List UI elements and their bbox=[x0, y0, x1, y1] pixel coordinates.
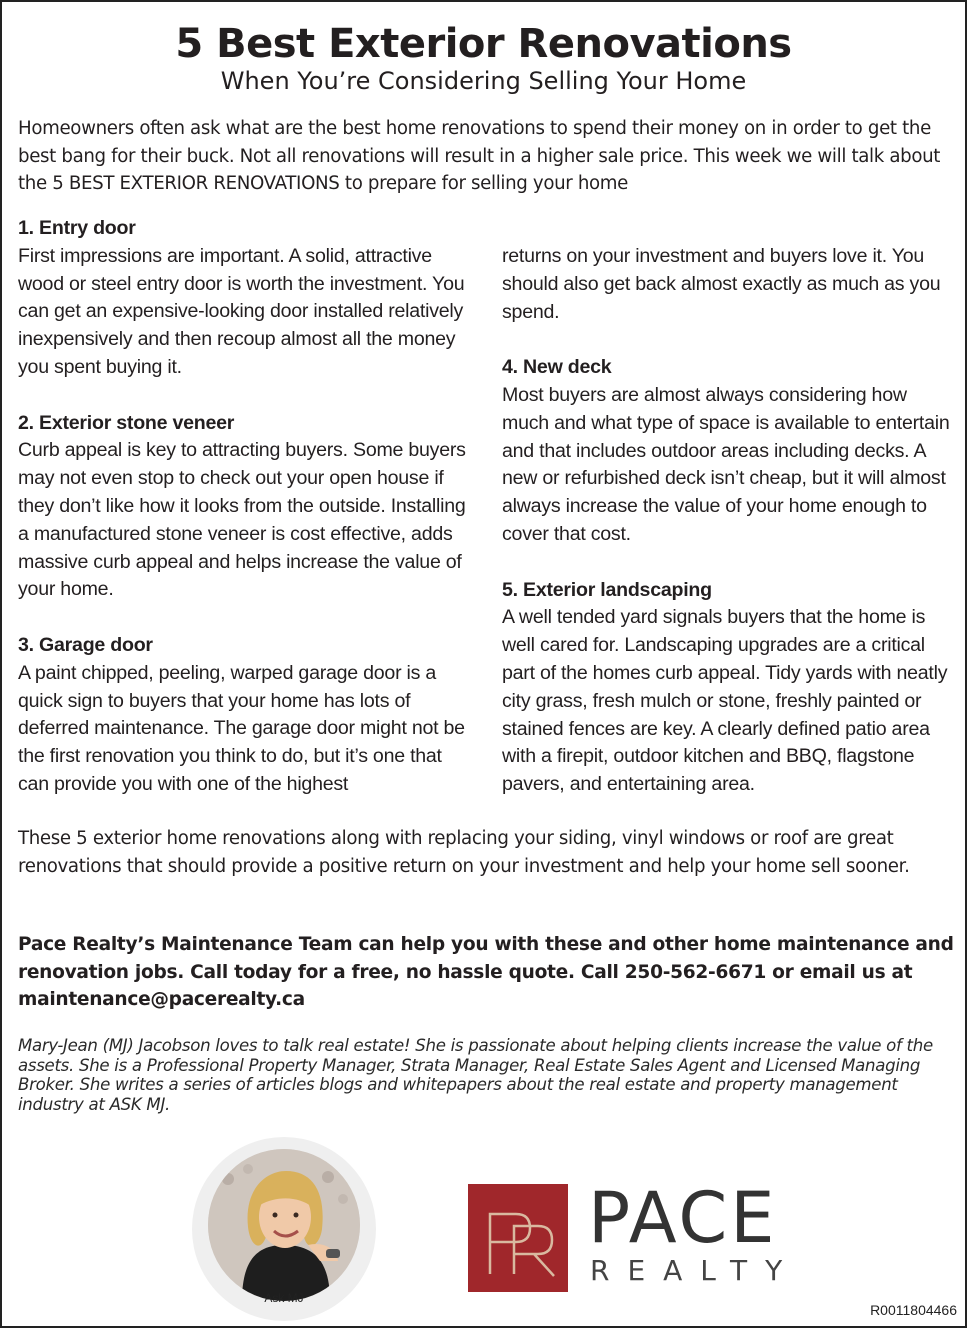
section-heading: 2. Exterior stone veneer bbox=[18, 411, 235, 434]
reference-code: R0011804466 bbox=[870, 1302, 957, 1318]
section-garage-door-continued bbox=[502, 243, 958, 326]
closing-paragraph: These 5 exterior home renovations along with replacing your siding, vinyl windows or roof are great renovations that should provide a positive return on your investment and help your home sell sooner. bbox=[18, 828, 910, 877]
section-heading: 4. New deck bbox=[502, 356, 612, 379]
section-entry-door bbox=[18, 215, 476, 382]
section-body: Curb appeal is key to attracting buyers. Some buyers may not even stop to check out your open house if they don’t like how it looks from the outside. Installing a manufactured stone veneer is cost effective, adds massive curb appeal and helps increase the value of your home. bbox=[18, 439, 466, 601]
logo-wordmark: PACE bbox=[588, 1177, 778, 1259]
call-to-action: Pace Realty’s Maintenance Team can help you with these and other home maintenance and renovation jobs. Call today for a free, no hassle quote. Call 250-562-6671 or email us at maintenance@pacerealty.ca bbox=[18, 934, 954, 1010]
author-bio: Mary-Jean (MJ) Jacobson loves to talk real estate! She is passionate about helping clients increase the value of the assets. She is a Professional Property Manager, Strata Manager, Real Estate Sales Agent and Licensed Managing Broker. She writes a series of articles blogs and whitepapers about the real estate and property management industry at ASK MJ. bbox=[18, 1036, 933, 1114]
section-heading: 3. Garage door bbox=[18, 633, 153, 656]
section-body: A paint chipped, peeling, warped garage door is a quick sign to buyers that your home has lots of deferred maintenance. The garage door might not be the first renovation you think to do, but it’s one that can provide you with one of the highest bbox=[18, 661, 465, 795]
left-column bbox=[18, 215, 476, 827]
section-body: Most buyers are almost always considering how much and what type of space is available to entertain and that includes outdoor areas including decks. A new or refurbished deck isn’t cheap, but it will almost always increase the value of your home enough to cover that cost. bbox=[502, 383, 950, 545]
section-stone-veneer bbox=[18, 410, 476, 605]
section-body: returns on your investment and buyers love it. You should also get back almost exactly as much as you spend. bbox=[502, 245, 941, 323]
section-heading: 1. Entry door bbox=[18, 217, 136, 239]
author-photo bbox=[208, 1149, 360, 1301]
photo-caption: Ask MJ bbox=[264, 1291, 304, 1305]
section-body: A well tended yard signals buyers that the home is well cared for. Landscaping upgrades are a critical part of the homes curb appeal. Tidy yards with neatly city grass, fresh mulch or stone, freshly painted or stained fences are key. A clearly defined patio area with a firepit, outdoor kitchen and BBQ, flagstone pavers, and entertaining area. bbox=[502, 606, 948, 796]
right-column bbox=[502, 243, 958, 827]
section-garage-door bbox=[18, 632, 476, 799]
portrait-illustration bbox=[208, 1149, 360, 1301]
pace-realty-logo-icon bbox=[468, 1184, 568, 1292]
author-photo-badge bbox=[192, 1137, 376, 1321]
logo-tagline: REALTY bbox=[590, 1254, 801, 1287]
intro-paragraph: Homeowners often ask what are the best home renovations to spend their money on in order to get the best bang for their buck. Not all renovations will result in a higher sale price. This week we will talk about the 5 BEST EXTERIOR RENOVATIONS to prepare for selling your home bbox=[18, 118, 941, 195]
section-new-deck bbox=[502, 354, 958, 549]
section-landscaping bbox=[502, 577, 958, 799]
section-body: First impressions are important. A solid, attractive wood or steel entry door is worth the investment. You can get an expensive-looking door installed relatively inexpensively and then recoup almost all the money you spent buying it. bbox=[18, 244, 465, 378]
section-heading: 5. Exterior landscaping bbox=[502, 578, 712, 601]
page-title: 5 Best Exterior Renovations bbox=[175, 21, 792, 67]
page-subtitle: When You’re Considering Selling Your Home bbox=[220, 67, 747, 95]
